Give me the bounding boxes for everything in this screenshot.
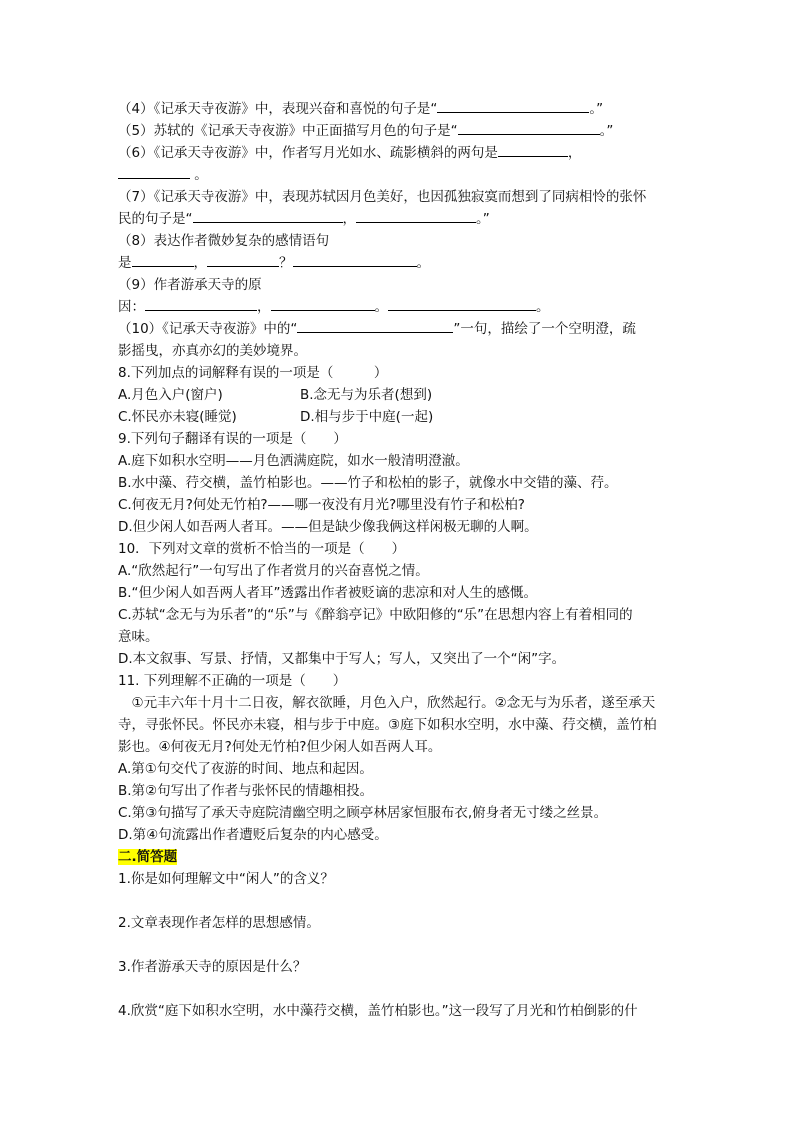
- q8-stem: 8.下列加点的词解释有误的一项是（ ）: [118, 365, 388, 381]
- q10-option-c-cont: 意味。: [118, 629, 159, 645]
- answer-blank[interactable]: [271, 296, 375, 311]
- answer-blank[interactable]: [293, 252, 417, 267]
- q7-4: （4）《记承天寺夜游》中，表现兴奋和喜悦的句子是“ 。”: [118, 98, 678, 120]
- q9-option-a[interactable]: A.庭下如积水空明——月色洒满庭院，如水一般清明澄澈。: [118, 453, 469, 469]
- q7-6: （6）《记承天寺夜游》中，作者写月光如水、疏影横斜的两句是 ，: [118, 142, 678, 164]
- answer-blank[interactable]: [193, 208, 343, 223]
- option-c[interactable]: C.怀民亦未寝(睡觉): [118, 409, 237, 425]
- short-answer-3: 3.作者游承天寺的原因是什么？: [118, 959, 307, 975]
- q10-option-c[interactable]: C.苏轼“念无与为乐者”的“乐”与《醉翁亭记》中欧阳修的“乐”在思想内容上有着相同的: [118, 607, 633, 623]
- answer-blank[interactable]: [356, 208, 476, 223]
- q7-10: （10）《记承天寺夜游》中的“ ”一句，描绘了一个空明澄，疏: [118, 318, 678, 340]
- q9-option-b[interactable]: B.水中藻、荇交横，盖竹柏影也。——竹子和松柏的影子，就像水中交错的藻、荇。: [118, 475, 618, 491]
- short-answer-4: 4.欣赏“庭下如积水空明，水中藻荇交横，盖竹柏影也。”这一段写了月光和竹柏倒影的什: [118, 1003, 638, 1019]
- answer-blank[interactable]: [207, 252, 279, 267]
- q7-9: （9）作者游承天寺的原: [118, 277, 262, 293]
- q8-option-row: [118, 406, 678, 428]
- q11-stem: 11. 下列理解不正确的一项是（ ）: [118, 673, 347, 689]
- answer-space[interactable]: [118, 978, 678, 1000]
- answer-blank[interactable]: [132, 252, 194, 267]
- q7-8: （8）表达作者微妙复杂的感情语句: [118, 233, 330, 249]
- answer-blank[interactable]: [437, 98, 589, 113]
- answer-blank[interactable]: [145, 296, 257, 311]
- q10-option-a[interactable]: A.“欣然起行”一句写出了作者赏月的兴奋喜悦之情。: [118, 563, 429, 579]
- document-body: [118, 98, 678, 1022]
- answer-blank[interactable]: [458, 120, 600, 135]
- q7-8-cont: 是 ， ？ 。: [118, 252, 678, 274]
- q7-7: （7）《记承天寺夜游》中，表现苏轼因月色美好，也因孤独寂寞而想到了同病相怜的张怀: [118, 189, 647, 205]
- q9-option-d[interactable]: D.但少闲人如吾两人者耳。——但是缺少像我俩这样闲极无聊的人啊。: [118, 519, 538, 535]
- q7-5: （5）苏轼的《记承天寺夜游》中正面描写月色的句子是“ 。”: [118, 120, 678, 142]
- q11-option-d[interactable]: D.第④句流露出作者遭贬后复杂的内心感受。: [118, 827, 388, 843]
- q10-option-b[interactable]: B.“但少闲人如吾两人者耳”透露出作者被贬谪的悲凉和对人生的感慨。: [118, 585, 538, 601]
- q7-10-cont: 影摇曳，亦真亦幻的美妙境界。: [118, 343, 307, 359]
- option-d[interactable]: D.相与步于中庭(一起): [300, 409, 434, 425]
- q11-option-c[interactable]: C.第③句描写了承天寺庭院清幽空明之顾亭林居家恒服布衣,俯身者无寸缕之丝景。: [118, 805, 608, 821]
- q7-9-cont: 因： ， 。 。: [118, 296, 678, 318]
- q9-option-c[interactable]: C.何夜无月?何处无竹柏?——哪一夜没有月光?哪里没有竹子和松柏?: [118, 497, 525, 513]
- answer-blank[interactable]: [118, 164, 190, 179]
- q10-stem: 10．下列对文章的赏析不恰当的一项是（ ）: [118, 541, 406, 557]
- q11-passage-line: ①元丰六年十月十二日夜，解衣欲睡，月色入户，欣然起行。②念无与为乐者，遂至承天: [118, 695, 656, 711]
- q11-option-a[interactable]: A.第①句交代了夜游的时间、地点和起因。: [118, 761, 373, 777]
- q11-passage-line: 寺，寻张怀民。怀民亦未寝，相与步于中庭。③庭下如积水空明，水中藻、荇交横，盖竹柏: [118, 717, 657, 733]
- answer-blank[interactable]: [388, 296, 536, 311]
- answer-space[interactable]: [118, 934, 678, 956]
- short-answer-2: 2.文章表现作者怎样的思想感情。: [118, 915, 320, 931]
- answer-blank[interactable]: [297, 318, 453, 333]
- short-answer-1: 1.你是如何理解文中“闲人”的含义？: [118, 871, 334, 887]
- q7-7-cont: 民的句子是“ ， 。”: [118, 208, 678, 230]
- q11-option-b[interactable]: B.第②句写出了作者与张怀民的情趣相投。: [118, 783, 374, 799]
- q8-option-row: [118, 384, 678, 406]
- option-b[interactable]: B.念无与为乐者(想到): [300, 387, 433, 403]
- q9-stem: 9.下列句子翻译有误的一项是（ ）: [118, 431, 347, 447]
- option-a[interactable]: A.月色入户(窗户): [118, 387, 223, 403]
- section-heading: [118, 846, 678, 868]
- q11-passage-line: 影也。④何夜无月?何处无竹柏?但少闲人如吾两人耳。: [118, 739, 442, 755]
- q10-option-d[interactable]: D.本文叙事、写景、抒情，又都集中于写人；写人，又突出了一个“闲”字。: [118, 651, 566, 667]
- answer-space[interactable]: [118, 890, 678, 912]
- section-title: 二.简答题: [118, 849, 178, 865]
- q7-6-cont: 。: [118, 164, 678, 186]
- answer-blank[interactable]: [498, 142, 568, 157]
